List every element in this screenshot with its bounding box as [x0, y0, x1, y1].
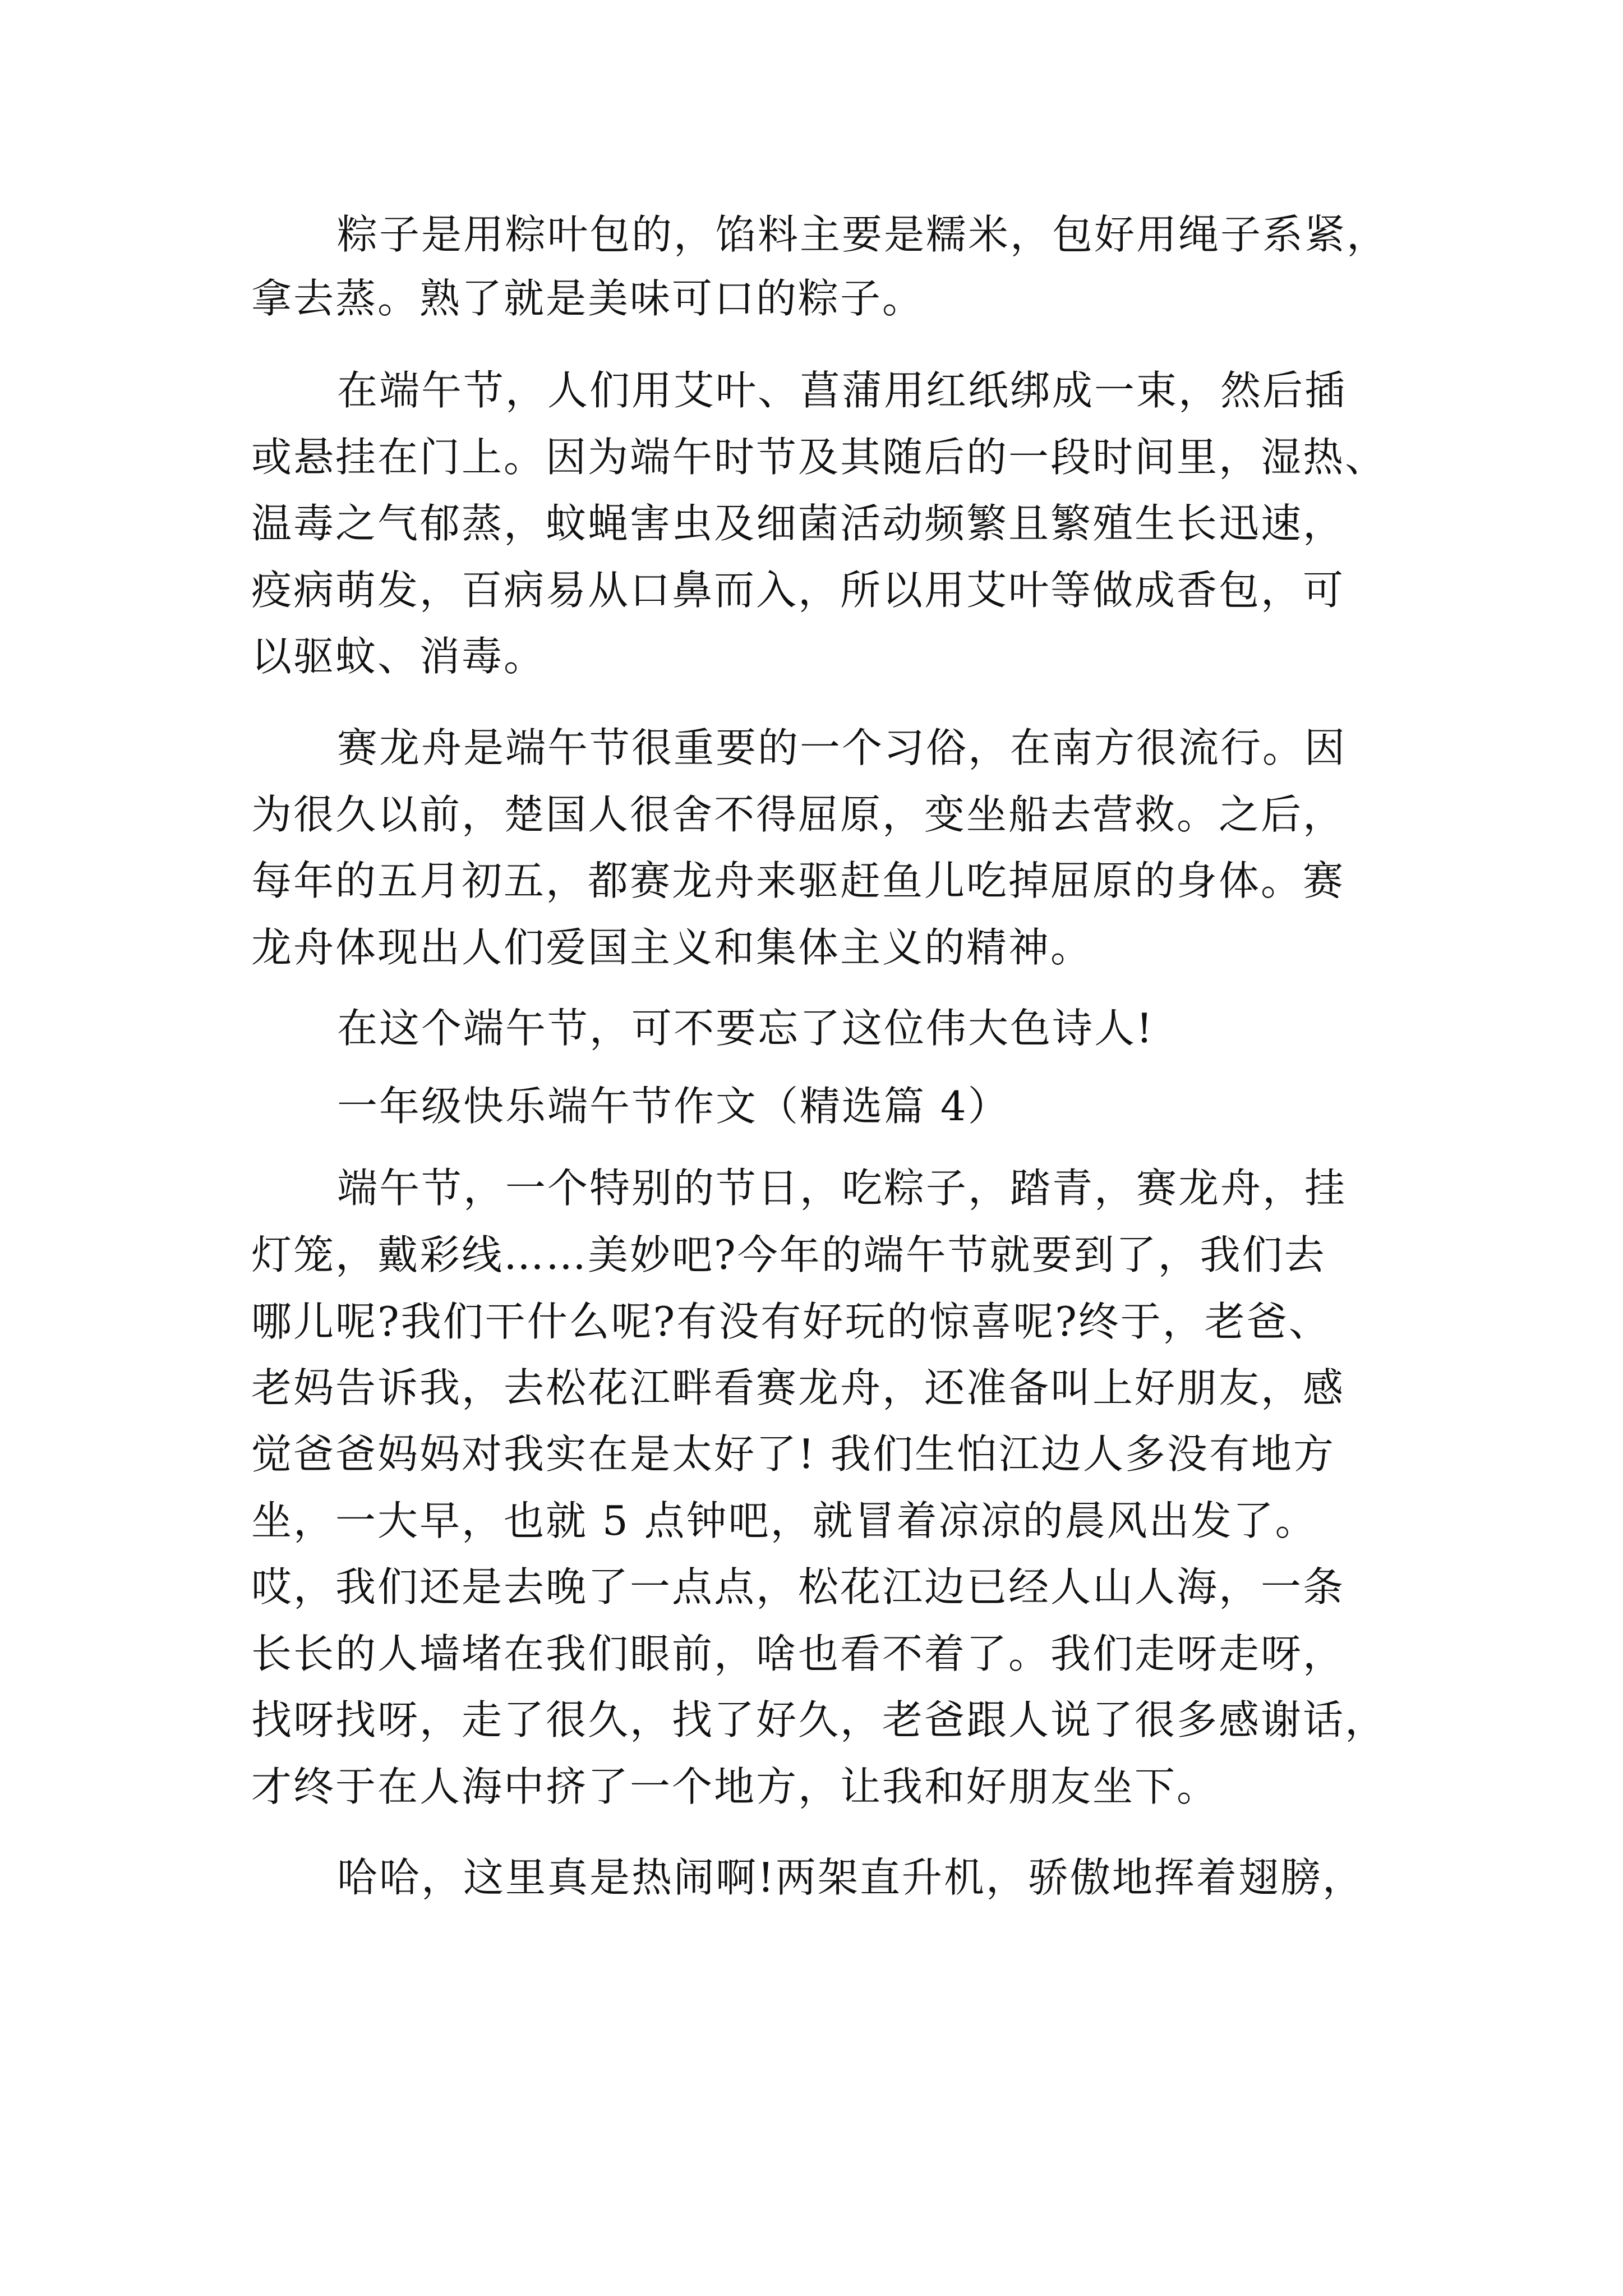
- paragraph-line: 疫病萌发，百病易从口鼻而入，所以用艾叶等做成香包，可: [251, 567, 1345, 614]
- paragraph-line: 或悬挂在门上。因为端午时节及其随后的一段时间里，湿热、: [251, 434, 1387, 481]
- paragraph-line: 龙舟体现出人们爱国主义和集体主义的精神。: [251, 924, 1093, 971]
- paragraph-line: 哎，我们还是去晚了一点点，松花江边已经人山人海，一条: [251, 1563, 1345, 1611]
- paragraph-line: 拿去蒸。熟了就是美味可口的粽子。: [251, 275, 925, 322]
- paragraph-line: 坐，一大早，也就 5 点钟吧，就冒着凉凉的晨风出发了。: [251, 1497, 1317, 1544]
- paragraph-line: 以驱蚊、消毒。: [251, 633, 546, 680]
- paragraph-line: 哪儿呢?我们干什么呢?有没有好玩的惊喜呢?终于，老爸、: [251, 1298, 1331, 1345]
- paragraph-line: 才终于在人海中挤了一个地方，让我和好朋友坐下。: [251, 1763, 1219, 1810]
- paragraph-line: 灯笼，戴彩线……美妙吧?今年的端午节就要到了，我们去: [251, 1231, 1326, 1278]
- paragraph-line: 在端午节，人们用艾叶、菖蒲用红纸绑成一束，然后插: [337, 367, 1347, 414]
- paragraph-line: 每年的五月初五，都赛龙舟来驱赶鱼儿吃掉屈原的身体。赛: [251, 857, 1345, 904]
- paragraph-line: 哈哈，这里真是热闹啊!两架直升机，骄傲地挥着翅膀，: [337, 1854, 1364, 1901]
- paragraph-line: 端午节，一个特别的节日，吃粽子，踏青，赛龙舟，挂: [337, 1165, 1347, 1212]
- paragraph-line: 老妈告诉我，去松花江畔看赛龙舟，还准备叫上好朋友，感: [251, 1364, 1345, 1411]
- paragraph-line: 赛龙舟是端午节很重要的一个习俗，在南方很流行。因: [337, 724, 1347, 771]
- paragraph-line: 粽子是用粽叶包的，馅料主要是糯米，包好用绳子系紧，: [337, 211, 1389, 258]
- section-heading: 一年级快乐端午节作文（精选篇 4）: [337, 1083, 1010, 1130]
- paragraph-line: 温毒之气郁蒸，蚊蝇害虫及细菌活动频繁且繁殖生长迅速，: [251, 500, 1345, 547]
- paragraph-line: 长长的人墙堵在我们眼前，啥也看不着了。我们走呀走呀，: [251, 1630, 1345, 1677]
- paragraph-line: 找呀找呀，走了很久，找了好久，老爸跟人说了很多感谢话，: [251, 1696, 1387, 1743]
- paragraph-line: 觉爸爸妈妈对我实在是太好了! 我们生怕江边人多没有地方: [251, 1430, 1335, 1478]
- paragraph-line: 为很久以前，楚国人很舍不得屈原，变坐船去营救。之后，: [251, 791, 1345, 838]
- paragraph-line: 在这个端午节，可不要忘了这位伟大色诗人!: [337, 1005, 1154, 1052]
